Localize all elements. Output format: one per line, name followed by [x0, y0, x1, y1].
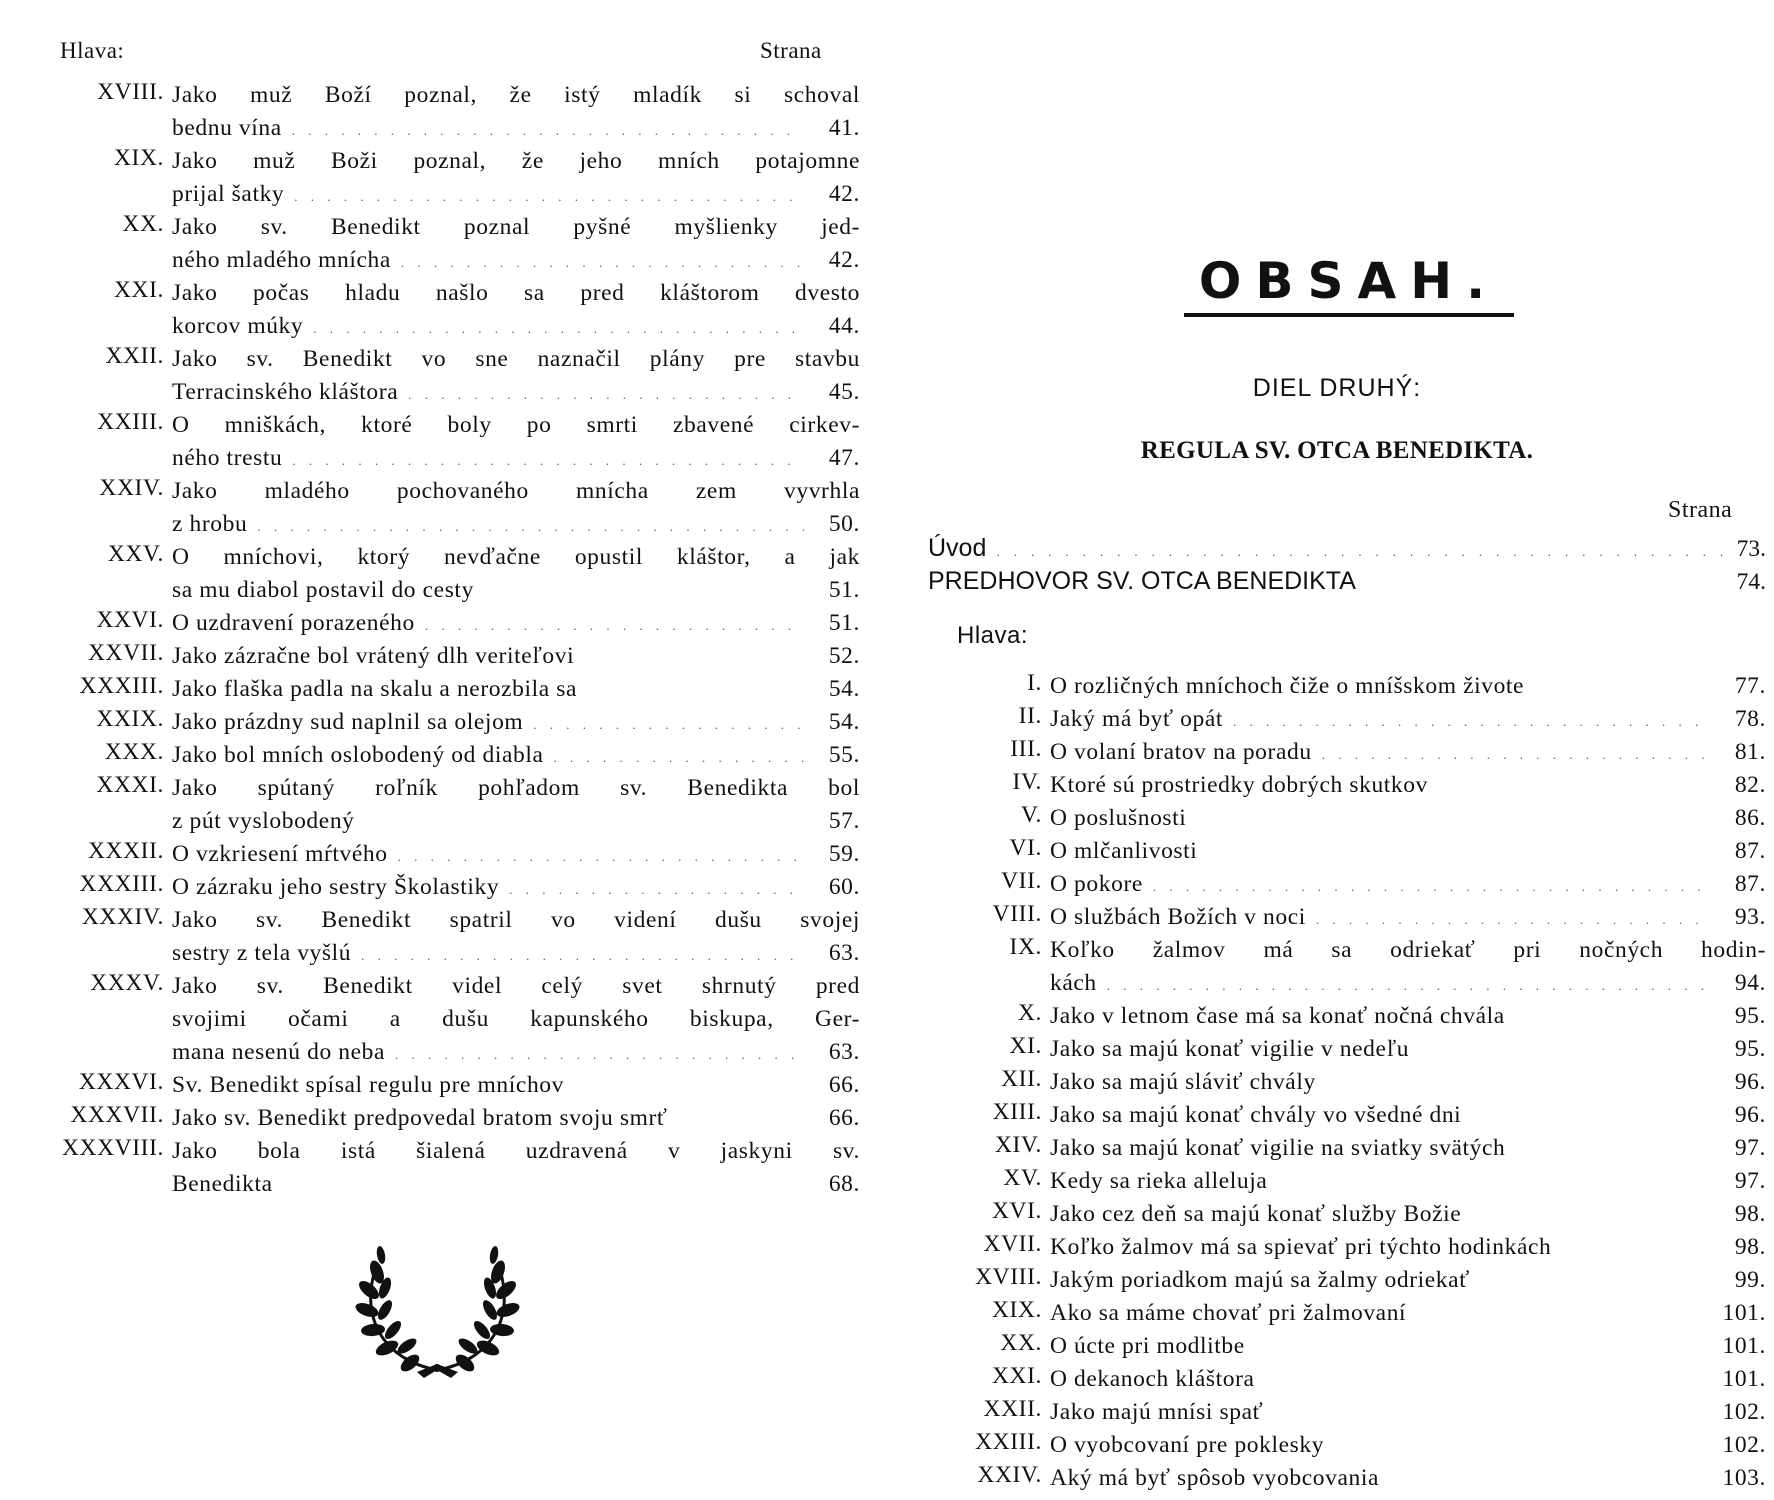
chapter-number: XXXVIII.	[61, 1135, 164, 1161]
right-page	[900, 0, 1774, 1500]
page-number: 101.	[1722, 1366, 1766, 1392]
page-number: 42.	[828, 181, 860, 207]
chapter-number: XVIII.	[97, 79, 164, 105]
chapter-number: XXII.	[105, 343, 164, 369]
page-number: 99.	[1734, 1267, 1766, 1293]
chapter-number: XVI.	[991, 1198, 1042, 1224]
entry-title-line: O mníchovi, ktorý nevďačne opustil kláštor, a jak	[172, 544, 860, 570]
entry-title-line: Jako cez deň sa majú konať služby Božie	[1050, 1201, 1462, 1227]
entry-title-line: Jako majú mnísi spať	[1050, 1399, 1264, 1425]
chapter-number: XX.	[122, 211, 164, 237]
toc-entry	[0, 871, 880, 904]
toc-list	[900, 670, 1774, 1495]
dot-leader	[1097, 969, 1710, 1002]
entry-title-line: Jako bol mních oslobodený od diabla	[172, 742, 544, 768]
entry-title-line: Jako sv. Benedikt poznal pyšné myšlienky jed-	[172, 214, 860, 240]
page-number: 101.	[1722, 1300, 1766, 1326]
dot-leader	[415, 609, 804, 642]
entry-title-line: bednu vína	[172, 115, 282, 141]
page-number: 60.	[828, 874, 860, 900]
page-title: OBSAH.	[1184, 252, 1514, 317]
entry-title-line: Jako sa majú konať vigilie na sviatky svätých	[1050, 1135, 1506, 1161]
toc-entry	[0, 904, 880, 970]
page-number: 44.	[828, 313, 860, 339]
page-number: 42.	[828, 247, 860, 273]
part-title: REGULA SV. OTCA BENEDIKTA.	[1140, 437, 1534, 464]
entry-title-line: Jako sv. Benedikt predpovedal bratom svoju smrť	[172, 1105, 668, 1131]
dot-leader	[247, 510, 804, 543]
chapter-number: XXVI.	[96, 607, 164, 633]
toc-entry	[900, 1264, 1774, 1297]
toc-entry	[900, 1429, 1774, 1462]
toc-entry	[0, 343, 880, 409]
page-number: 63.	[828, 940, 860, 966]
entry-title-line: Jako v letnom čase má sa konať nočná chvála	[1050, 1003, 1505, 1029]
entry-title-line: ného trestu	[172, 445, 283, 471]
page-number: 97.	[1734, 1168, 1766, 1194]
toc-entry	[0, 1102, 880, 1135]
toc-entry	[0, 772, 880, 838]
entry-title-line: Jako muž Boži poznal, že jeho mních potajomne	[172, 148, 860, 174]
entry-title-line: O uzdravení porazeného	[172, 610, 415, 636]
entry-title-line: Úvod	[928, 534, 987, 562]
page-number: 57.	[828, 808, 860, 834]
toc-entry	[0, 1135, 880, 1201]
page-number: 50.	[828, 511, 860, 537]
page-number: 94.	[1734, 970, 1766, 996]
entry-title-line: Jako sv. Benedikt vo sne naznačil plány pre stavbu	[172, 346, 860, 372]
toc-entry	[0, 673, 880, 706]
entry-title-line: Jako muž Boží poznal, že istý mladík si schoval	[172, 82, 860, 108]
toc-entry	[900, 1066, 1774, 1099]
chapter-number: XXI.	[991, 1363, 1042, 1389]
chapter-number: XXX.	[104, 739, 164, 765]
toc-entry	[900, 769, 1774, 802]
chapter-number: XXV.	[107, 541, 164, 567]
page-number: 74.	[1736, 569, 1766, 595]
chapter-number: XIV.	[994, 1132, 1042, 1158]
chapter-number: XI.	[1009, 1033, 1042, 1059]
page-number: 54.	[828, 709, 860, 735]
toc-entry	[0, 409, 880, 475]
toc-entry	[900, 703, 1774, 736]
toc-entry	[900, 1099, 1774, 1132]
chapter-number: XIX.	[991, 1297, 1042, 1323]
page-number: 95.	[1734, 1003, 1766, 1029]
page-number: 78.	[1734, 706, 1766, 732]
entry-title-line: prijal šatky	[172, 181, 285, 207]
part-label: DIEL DRUHÝ:	[1252, 374, 1422, 402]
toc-entry	[0, 79, 880, 145]
toc-list	[0, 79, 880, 1201]
dot-leader	[986, 535, 1736, 568]
chapter-number: XXXVII.	[70, 1102, 164, 1128]
page-number: 54.	[828, 676, 860, 702]
page-number: 93.	[1734, 904, 1766, 930]
chapter-number: XXXIV.	[81, 904, 164, 930]
chapter-number: XVII.	[983, 1231, 1042, 1257]
toc-entry	[0, 475, 880, 541]
entry-title-line: O úcte pri modlitbe	[1050, 1333, 1245, 1359]
entry-title-line: Jako spútaný roľník pohľadom sv. Benedikta bol	[172, 775, 860, 801]
entry-title-line: korcov múky	[172, 313, 304, 339]
page-number: 82.	[1734, 772, 1766, 798]
toc-entry	[0, 145, 880, 211]
page-column-header: Strana	[1668, 497, 1733, 523]
entry-title-line: Jako sa majú konať chvály vo všedné dni	[1050, 1102, 1462, 1128]
chapter-number: XXXIII.	[79, 871, 164, 897]
page-number: 102.	[1722, 1432, 1766, 1458]
entry-title-line: Jako sv. Benedikt spatril vo videní dušu svojej	[172, 907, 860, 933]
chapter-number: XXIII.	[97, 409, 164, 435]
dot-leader	[523, 708, 804, 741]
dot-leader	[282, 444, 804, 477]
dot-leader	[1312, 738, 1710, 771]
page-number: 52.	[828, 643, 860, 669]
page-number: 97.	[1734, 1135, 1766, 1161]
page-number: 102.	[1722, 1399, 1766, 1425]
chapter-number: XXXI.	[96, 772, 164, 798]
entry-title-line: Jako sv. Benedikt videl celý svet shrnutý pred	[172, 973, 860, 999]
entry-title-line: Benedikta	[172, 1171, 273, 1197]
toc-entry	[900, 1330, 1774, 1363]
toc-entry	[900, 868, 1774, 901]
page-number: 98.	[1734, 1201, 1766, 1227]
toc-entry	[900, 901, 1774, 934]
entry-title-line: z hrobu	[172, 511, 248, 537]
toc-entry	[900, 802, 1774, 835]
entry-title-line: Jako mladého pochovaného mnícha zem vyvrhla	[172, 478, 860, 504]
page-number: 66.	[828, 1105, 860, 1131]
entry-title-line: Jako sa majú konať vigilie v nedeľu	[1050, 1036, 1410, 1062]
entry-title-line: O rozličných mníchoch čiže o mníšskom živote	[1050, 673, 1525, 699]
chapter-number: IX.	[1009, 934, 1042, 960]
page-number: 95.	[1734, 1036, 1766, 1062]
page-number: 86.	[1734, 805, 1766, 831]
toc-entry	[900, 670, 1774, 703]
chapter-number: XIII.	[992, 1099, 1042, 1125]
entry-title-line: O pokore	[1050, 871, 1143, 897]
chapter-number: VII.	[1001, 868, 1042, 894]
page-number: 55.	[828, 742, 860, 768]
left-page	[0, 0, 880, 1500]
entry-title-line: Jako počas hladu našlo sa pred kláštorom dvesto	[172, 280, 860, 306]
dot-leader	[499, 873, 804, 906]
toc-entry	[900, 1000, 1774, 1033]
toc-entry	[900, 1165, 1774, 1198]
chapter-number: XXIII.	[975, 1429, 1042, 1455]
entry-title-line: Sv. Benedikt spísal regulu pre mníchov	[172, 1072, 564, 1098]
entry-title-line: ného mladého mnícha	[172, 247, 391, 273]
entry-title-line: mana nesenú do neba	[172, 1039, 386, 1065]
toc-entry	[900, 1231, 1774, 1264]
chapter-header: Hlava:	[60, 38, 125, 63]
toc-entry	[0, 739, 880, 772]
dot-leader	[391, 246, 804, 279]
dot-leader	[1223, 705, 1710, 738]
page-number: 77.	[1734, 673, 1766, 699]
dot-leader	[282, 114, 804, 147]
entry-title-line: Jako flaška padla na skalu a nerozbila sa	[172, 676, 578, 702]
page-number: 63.	[828, 1039, 860, 1065]
page-number: 66.	[828, 1072, 860, 1098]
chapter-header: Hlava:	[957, 622, 1029, 649]
laurel-wreath-icon	[355, 1230, 520, 1380]
entry-title-line: O službách Božích v noci	[1050, 904, 1306, 930]
entry-title-line: O vzkriesení mŕtvého	[172, 841, 388, 867]
entry-title-line: Kedy sa rieka alleluja	[1050, 1168, 1268, 1194]
entry-title-line: kách	[1050, 970, 1097, 996]
chapter-number: XXXVI.	[78, 1069, 164, 1095]
entry-title-line: Jaký má byť opát	[1050, 706, 1224, 732]
toc-entry	[900, 934, 1774, 1000]
page-number: 51.	[828, 577, 860, 603]
chapter-number: V.	[1020, 802, 1042, 828]
entry-title-line: O dekanoch kláštora	[1050, 1366, 1255, 1392]
dot-leader	[303, 312, 804, 345]
chapter-number: II.	[1018, 703, 1042, 729]
entry-title-line: Jako prázdny sud naplnil sa olejom	[172, 709, 524, 735]
toc-entry	[900, 1132, 1774, 1165]
chapter-number: XXII.	[983, 1396, 1042, 1422]
chapter-number: VI.	[1009, 835, 1042, 861]
chapter-number: XXIV.	[99, 475, 164, 501]
entry-title-line: O poslušnosti	[1050, 805, 1187, 831]
page-number: 87.	[1734, 838, 1766, 864]
toc-entry	[0, 607, 880, 640]
chapter-number: VIII.	[992, 901, 1042, 927]
page-number: 51.	[828, 610, 860, 636]
chapter-number: X.	[1017, 1000, 1042, 1026]
entry-title-line: Jako bola istá šialená uzdravená v jaskyni sv.	[172, 1138, 860, 1164]
toc-entry	[0, 541, 880, 607]
page-number: 96.	[1734, 1102, 1766, 1128]
page-number: 73.	[1736, 536, 1766, 562]
entry-title-line: O vyobcovaní pre poklesky	[1050, 1432, 1325, 1458]
entry-title-line: O zázraku jeho sestry Školastiky	[172, 874, 500, 900]
page-number: 47.	[828, 445, 860, 471]
toc-entry	[0, 1069, 880, 1102]
chapter-number: III.	[1010, 736, 1042, 762]
toc-entry	[900, 1363, 1774, 1396]
toc-entry	[0, 838, 880, 871]
entry-title-line: Koľko žalmov má sa odriekať pri nočných hodin-	[1050, 937, 1766, 963]
page-column-header: Strana	[760, 38, 822, 63]
entry-title-line: O volaní bratov na poradu	[1050, 739, 1312, 765]
toc-entry	[900, 1396, 1774, 1429]
toc-entry	[900, 736, 1774, 769]
page-number: 81.	[1734, 739, 1766, 765]
chapter-number: XVIII.	[975, 1264, 1042, 1290]
toc-entry	[900, 1462, 1774, 1495]
toc-entry	[0, 640, 880, 673]
entry-title-line: sestry z tela vyšlú	[172, 940, 352, 966]
chapter-number: IV.	[1012, 769, 1042, 795]
toc-entry	[900, 1033, 1774, 1066]
chapter-number: XX.	[1000, 1330, 1042, 1356]
page-number: 96.	[1734, 1069, 1766, 1095]
entry-title-line: Ktoré sú prostriedky dobrých skutkov	[1050, 772, 1428, 798]
chapter-number: XXXV.	[90, 970, 164, 996]
dot-leader	[1143, 870, 1710, 903]
entry-title-line: Jako zázračne bol vrátený dlh veriteľovi	[172, 643, 575, 669]
entry-title-line: Jako sa majú sláviť chvály	[1050, 1069, 1316, 1095]
intro-entry	[928, 565, 1766, 598]
chapter-number: XII.	[1001, 1066, 1042, 1092]
entry-title-line: O mlčanlivosti	[1050, 838, 1198, 864]
entry-title-line: Aký má byť spôsob vyobcovania	[1050, 1465, 1379, 1491]
dot-leader	[388, 840, 804, 873]
entry-title-line: Ako sa máme chovať pri žalmovaní	[1050, 1300, 1407, 1326]
page-number: 103.	[1722, 1465, 1766, 1491]
chapter-number: XXIV.	[977, 1462, 1042, 1488]
dot-leader	[284, 180, 804, 213]
page-number: 101.	[1722, 1333, 1766, 1359]
intro-entry	[928, 532, 1766, 565]
entry-title-line: Jakým poriadkom majú sa žalmy odriekať	[1050, 1267, 1470, 1293]
chapter-number: I.	[1027, 670, 1042, 696]
toc-entry	[0, 277, 880, 343]
page-number: 45.	[828, 379, 860, 405]
entry-title-line: z pút vyslobodený	[172, 808, 355, 834]
chapter-number: XXI.	[113, 277, 164, 303]
dot-leader	[385, 1038, 804, 1071]
entry-title-line: Terracinského kláštora	[172, 379, 399, 405]
toc-entry	[0, 211, 880, 277]
entry-title-line: svojimi očami a dušu kapunského biskupa, Ger-	[172, 1006, 860, 1032]
entry-title-line: sa mu diabol postavil do cesty	[172, 577, 474, 603]
dot-leader	[398, 378, 804, 411]
chapter-number: XIX.	[113, 145, 164, 171]
page-number: 68.	[828, 1171, 860, 1197]
chapter-number: XV.	[1003, 1165, 1042, 1191]
entry-title-line: O mniškách, ktoré boly po smrti zbavené cirkev-	[172, 412, 860, 438]
toc-entry	[900, 1198, 1774, 1231]
page-number: 98.	[1734, 1234, 1766, 1260]
dot-leader	[544, 741, 805, 774]
toc-entry	[900, 1297, 1774, 1330]
page-number: 41.	[828, 115, 860, 141]
page-number: 59.	[828, 841, 860, 867]
chapter-number: XXXIII.	[79, 673, 164, 699]
chapter-number: XXVII.	[87, 640, 164, 666]
entry-title-line: Koľko žalmov má sa spievať pri týchto hodinkách	[1050, 1234, 1552, 1260]
toc-entry	[900, 835, 1774, 868]
toc-entry	[0, 706, 880, 739]
toc-entry	[0, 970, 880, 1069]
entry-title-line: PREDHOVOR SV. OTCA BENEDIKTA	[928, 567, 1356, 595]
dot-leader	[1306, 903, 1710, 936]
page-number: 87.	[1734, 871, 1766, 897]
dot-leader	[351, 939, 804, 972]
chapter-number: XXIX.	[96, 706, 164, 732]
chapter-number: XXXII.	[87, 838, 164, 864]
